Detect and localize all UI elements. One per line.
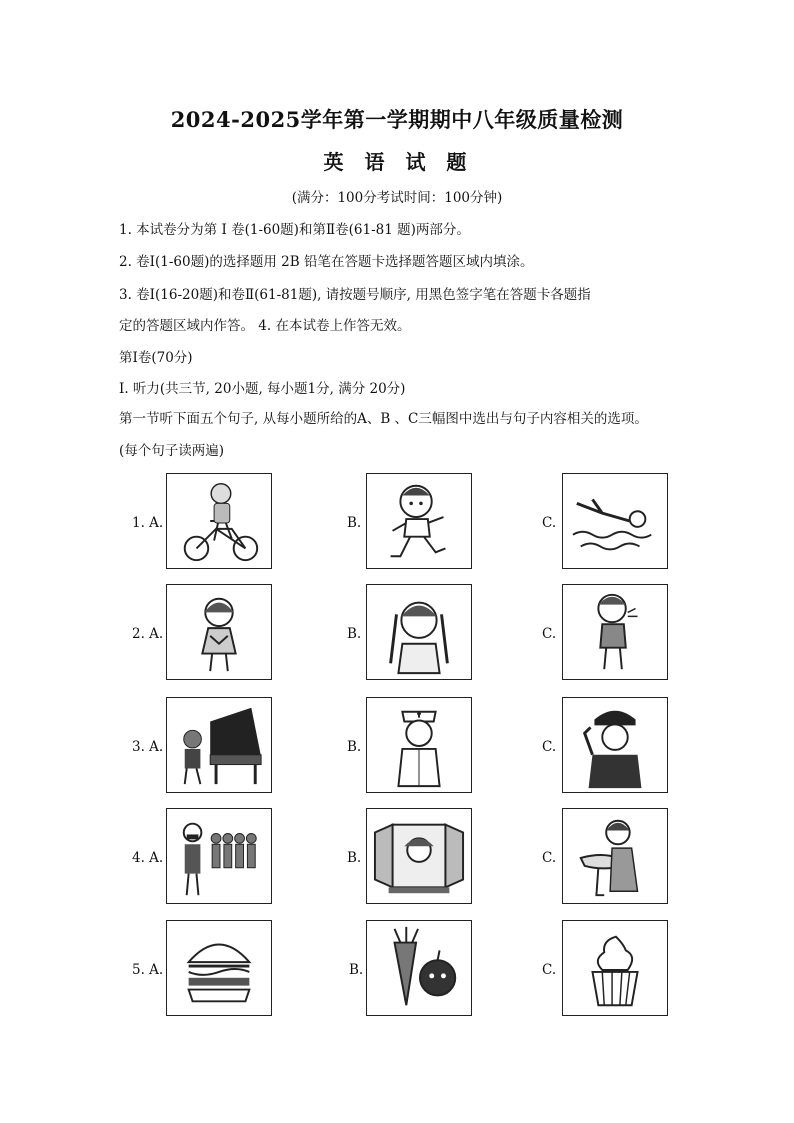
option-c-picture[interactable] [562,920,668,1016]
score-note: (满分：100分考试时间：100分钟) [291,190,503,206]
option-c-picture[interactable] [562,473,668,569]
option-c-label: C. [542,962,557,978]
exam-title: 2024-2025学年第一学期期中八年级质量检测 [170,107,624,132]
option-c-picture[interactable] [562,697,668,793]
carrot-and-apple-icon [367,921,471,1015]
girl-stomachache-icon [167,585,271,679]
instruction-line-2: 2. 卷Ⅰ(1-60题)的选择题用 2B 铅笔在答题卡选择题答题区域内填涂。 [119,254,534,270]
option-a-label: 2. A. [132,626,164,642]
option-b-label: B. [347,739,362,755]
doctor-icon [367,698,471,792]
option-b-picture[interactable] [366,584,472,680]
boy-coughing-icon [563,585,667,679]
option-c-label: C. [542,739,557,755]
option-c-label: C. [542,626,557,642]
hamburger-icon [167,921,271,1015]
option-b-label: B. [347,626,362,642]
part-one-direction: 第一节听下面五个句子, 从每小题所给的A、B 、C三幅图中选出与句子内容相关的选项。 [119,411,648,427]
instruction-line-3: 3. 卷Ⅰ(16-20题)和卷Ⅱ(61-81题), 请按题号顺序, 用黑色签字笔在答题卡各题指 [119,287,591,303]
question-row-4 [0,808,794,908]
option-b-picture[interactable] [366,697,472,793]
option-a-picture[interactable] [166,808,272,904]
question-row-3 [0,697,794,797]
girl-washing-hands-icon [563,809,667,903]
option-a-label: 5. A. [132,962,164,978]
option-c-label: C. [542,515,557,531]
person-with-mask-icon [167,809,271,903]
boy-riding-bike-icon [167,474,271,568]
option-c-label: C. [542,850,557,866]
option-a-picture[interactable] [166,584,272,680]
option-a-picture[interactable] [166,697,272,793]
option-b-label: B. [349,962,364,978]
option-b-picture[interactable] [366,808,472,904]
part-one-note: (每个句子读两遍) [119,443,225,459]
option-b-picture[interactable] [366,473,472,569]
option-a-label: 4. A. [132,850,164,866]
instruction-line-1: 1. 本试卷分为第 I 卷(1-60题)和第Ⅱ卷(61-81 题)两部分。 [119,222,470,238]
question-row-5 [0,920,794,1020]
option-a-picture[interactable] [166,920,272,1016]
listening-heading: I. 听力(共三节, 20小题, 每小题1分, 满分 20分) [119,381,406,397]
section-heading: 第Ⅰ卷(70分) [119,350,193,366]
boy-headache-icon [367,585,471,679]
option-c-picture[interactable] [562,808,668,904]
question-row-2 [0,584,794,684]
instruction-line-4: 定的答题区域内作答。 4. 在本试卷上作答无效。 [119,318,411,334]
option-c-picture[interactable] [562,584,668,680]
option-b-label: B. [347,850,362,866]
question-row-1 [0,473,794,573]
option-b-picture[interactable] [366,920,472,1016]
option-a-label: 3. A. [132,739,164,755]
girl-opening-window-icon [367,809,471,903]
exam-subtitle: 英 语 试 题 [323,150,471,174]
person-swimming-icon [563,474,667,568]
pianist-icon [167,698,271,792]
option-a-label: 1. A. [132,515,164,531]
option-b-label: B. [347,515,362,531]
police-officer-icon [563,698,667,792]
ice-cream-icon [563,921,667,1015]
boy-running-icon [367,474,471,568]
option-a-picture[interactable] [166,473,272,569]
